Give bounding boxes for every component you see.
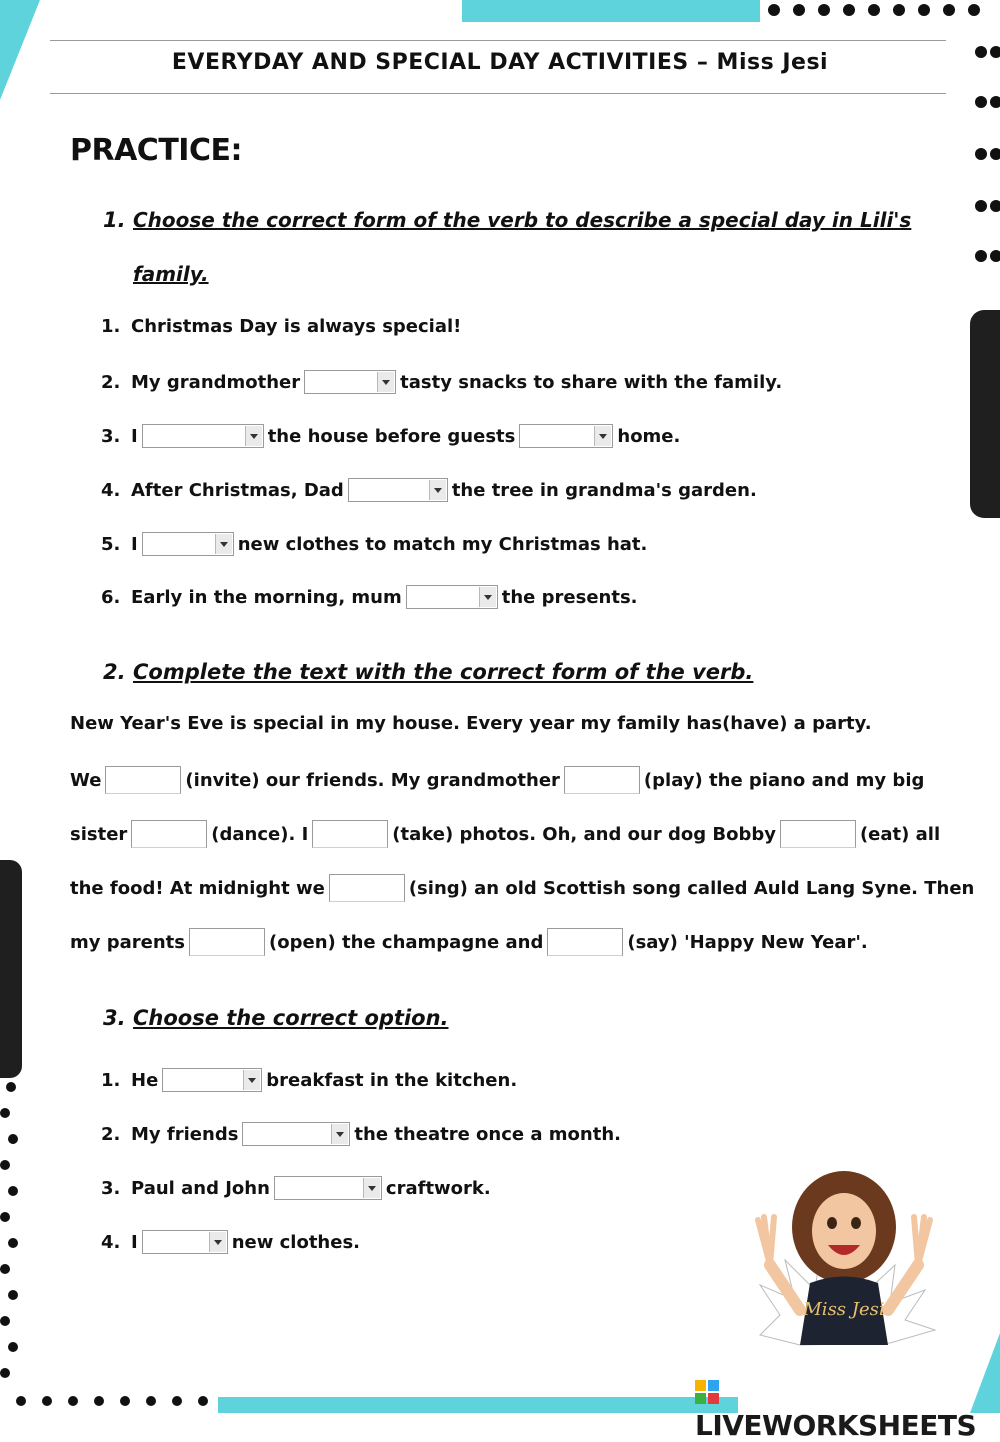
s2-line-4 [70, 874, 974, 902]
answer-dropdown[interactable] [142, 1230, 228, 1254]
text: the food! At midnight we [70, 878, 325, 899]
item-number: 1. [101, 316, 121, 337]
item-text: the house before guests [267, 426, 516, 447]
answer-dropdown[interactable] [274, 1176, 382, 1200]
text: sister [70, 824, 128, 845]
s1-item-6 [101, 585, 638, 609]
item-number: 5. [101, 534, 121, 555]
chevron-down-icon [479, 587, 496, 607]
item-text: Early in the morning, mum [131, 587, 402, 608]
item-text: He [131, 1070, 159, 1091]
item-text: new clothes to match my Christmas hat. [237, 534, 648, 555]
logo-mark-icon [695, 1380, 721, 1406]
text: We [70, 770, 102, 791]
answer-input[interactable] [105, 766, 181, 794]
text: (say) 'Happy New Year'. [627, 932, 868, 953]
section1-heading-line2: family. [133, 262, 209, 286]
answer-dropdown[interactable] [519, 424, 613, 448]
item-text: I [131, 534, 138, 555]
text: (sing) an old Scottish song called Auld Lang Syne. Then [408, 878, 975, 899]
chevron-down-icon [215, 534, 232, 554]
item-text: home. [617, 426, 681, 447]
answer-dropdown[interactable] [162, 1068, 262, 1092]
s2-line-1 [70, 713, 872, 734]
bottom-teal-band [218, 1397, 738, 1413]
s1-item-3 [101, 424, 680, 448]
avatar-signature: Miss Jesi [803, 1299, 885, 1320]
section2-number: 2. [103, 660, 126, 684]
s3-item-4 [101, 1230, 360, 1254]
item-text: the theatre once a month. [354, 1124, 621, 1145]
s2-line-2 [70, 766, 924, 794]
top-teal-band [462, 0, 760, 22]
item-text: I [131, 426, 138, 447]
section1-heading-line1: Choose the correct form of the verb to describe a special day in Lili's [133, 208, 912, 232]
chevron-down-icon [594, 426, 611, 446]
left-dark-tab [0, 860, 22, 1078]
item-text: the presents. [501, 587, 638, 608]
item-text: My friends [131, 1124, 239, 1145]
chevron-down-icon [363, 1178, 380, 1198]
s1-item-4 [101, 478, 757, 502]
item-text: the tree in grandma's garden. [451, 480, 757, 501]
chevron-down-icon [377, 372, 394, 392]
chevron-down-icon [331, 1124, 348, 1144]
text: (take) photos. Oh, and our dog Bobby [392, 824, 776, 845]
item-number: 3. [101, 1178, 121, 1199]
text: (dance). I [211, 824, 309, 845]
item-text: Paul and John [131, 1178, 270, 1199]
section3-heading: Choose the correct option. [133, 1006, 449, 1030]
answer-dropdown[interactable] [348, 478, 448, 502]
answer-input[interactable] [329, 874, 405, 902]
text: (eat) all [859, 824, 941, 845]
item-number: 4. [101, 480, 121, 501]
item-text: craftwork. [385, 1178, 491, 1199]
chevron-down-icon [243, 1070, 260, 1090]
section1-number: 1. [103, 208, 126, 232]
section3-number: 3. [103, 1006, 126, 1030]
chevron-down-icon [209, 1232, 226, 1252]
example-answer: has [686, 713, 723, 734]
header-bottom-rule [50, 93, 946, 94]
practice-label: PRACTICE: [70, 133, 242, 168]
answer-dropdown[interactable] [142, 424, 264, 448]
item-text: breakfast in the kitchen. [266, 1070, 518, 1091]
answer-input[interactable] [131, 820, 207, 848]
item-number: 6. [101, 587, 121, 608]
text: (open) the champagne and [269, 932, 544, 953]
item-text: After Christmas, Dad [131, 480, 344, 501]
logo-text: LIVEWORKSHEETS [695, 1409, 977, 1442]
s1-item-2 [101, 370, 782, 394]
header-top-rule [50, 40, 946, 41]
text: (have) a party. [722, 713, 872, 734]
chevron-down-icon [429, 480, 446, 500]
text: my parents [70, 932, 186, 953]
text: (invite) our friends. My grandmother [185, 770, 560, 791]
answer-input[interactable] [547, 928, 623, 956]
text: (play) the piano and my big [643, 770, 925, 791]
s3-item-1 [101, 1068, 517, 1092]
answer-dropdown[interactable] [142, 532, 234, 556]
liveworksheets-logo [695, 1376, 1000, 1442]
answer-dropdown[interactable] [406, 585, 498, 609]
item-text: Christmas Day is always special! [131, 316, 462, 337]
answer-input[interactable] [189, 928, 265, 956]
teacher-avatar [740, 1165, 950, 1365]
item-number: 1. [101, 1070, 121, 1091]
item-number: 2. [101, 372, 121, 393]
page-title: EVERYDAY AND SPECIAL DAY ACTIVITIES – Miss Jesi [171, 50, 829, 75]
section2-heading: Complete the text with the correct form of the verb. [133, 660, 754, 684]
text: New Year's Eve is special in my house. Every year my family [70, 713, 681, 734]
s2-line-3 [70, 820, 940, 848]
answer-dropdown[interactable] [242, 1122, 350, 1146]
s1-item-1 [101, 316, 461, 337]
item-number: 3. [101, 426, 121, 447]
item-number: 4. [101, 1232, 121, 1253]
s2-line-5 [70, 928, 868, 956]
s3-item-2 [101, 1122, 621, 1146]
answer-input[interactable] [564, 766, 640, 794]
chevron-down-icon [245, 426, 262, 446]
answer-dropdown[interactable] [304, 370, 396, 394]
item-text: new clothes. [231, 1232, 361, 1253]
item-number: 2. [101, 1124, 121, 1145]
answer-input[interactable] [312, 820, 388, 848]
answer-input[interactable] [780, 820, 856, 848]
right-dark-tab [970, 310, 1000, 518]
item-text: I [131, 1232, 138, 1253]
s3-item-3 [101, 1176, 491, 1200]
s1-item-5 [101, 532, 647, 556]
item-text: My grandmother [131, 372, 301, 393]
item-text: tasty snacks to share with the family. [400, 372, 783, 393]
